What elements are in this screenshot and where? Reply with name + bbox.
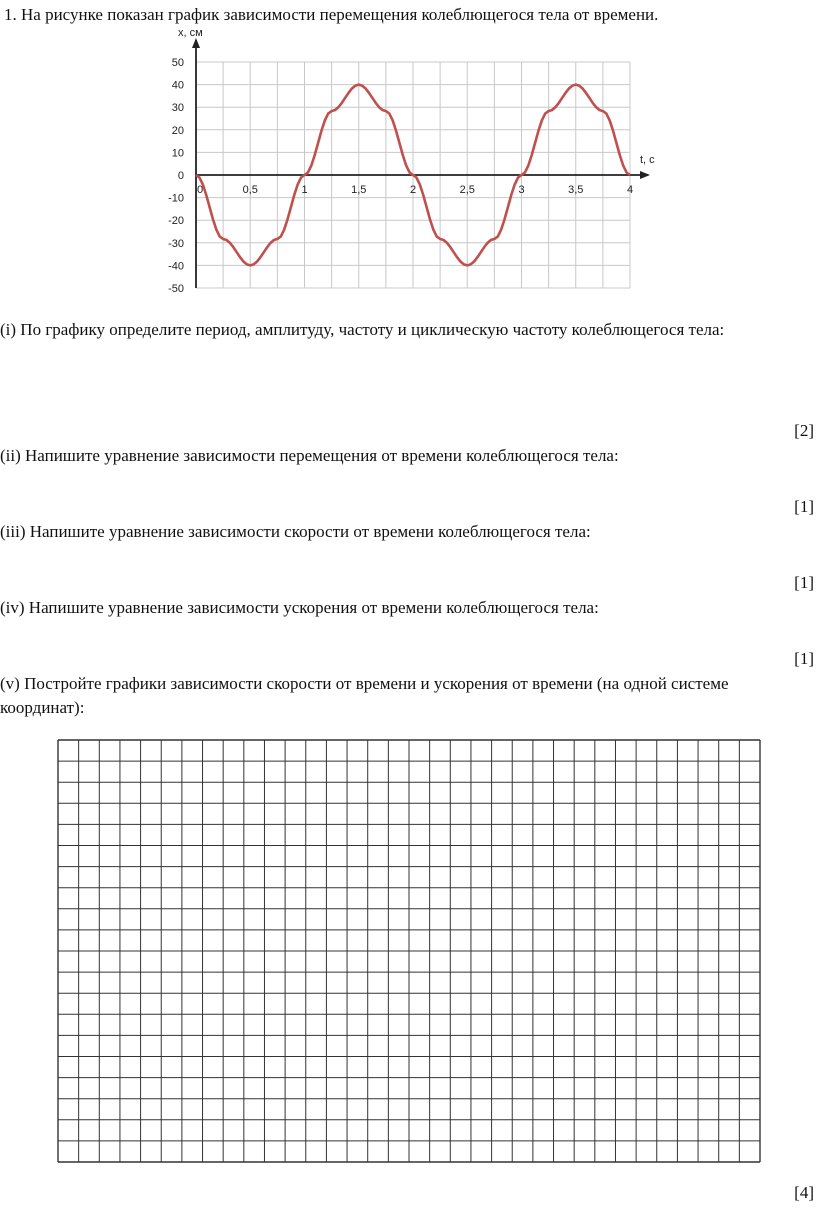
displacement-chart — [150, 20, 670, 295]
y-tick-label: 30 — [171, 102, 184, 115]
part-i-mark: [2] — [794, 421, 814, 440]
x-tick-label: 0,5 — [242, 184, 258, 196]
x-axis-label: t, с — [640, 154, 655, 166]
x-tick-label: 1 — [301, 184, 308, 196]
part-iv-text: (iv) Напишите уравнение зависимости ускорения от времени колеблющегося тела: — [0, 598, 599, 617]
part-i-text: (i) По графику определите период, амплитуду, частоту и циклическую частоту колеблющегося тела: — [0, 320, 725, 339]
y-tick-label: 10 — [171, 147, 184, 160]
part-iii-text: (iii) Напишите уравнение зависимости скорости от времени колеблющегося тела: — [0, 522, 591, 541]
x-tick-label: 3,5 — [568, 184, 584, 196]
y-tick-label: 50 — [171, 57, 184, 69]
y-tick-label: 40 — [171, 79, 184, 92]
part-ii-text: (ii) Напишите уравнение зависимости перемещения от времени колеблющегося тела: — [0, 446, 619, 465]
y-tick-label: -40 — [168, 260, 184, 273]
x-tick-label: 0 — [196, 184, 204, 196]
x-tick-label: 2,5 — [459, 184, 475, 196]
y-tick-label: -10 — [168, 192, 184, 205]
y-tick-label: 20 — [171, 124, 184, 137]
y-tick-labels — [168, 57, 184, 295]
chart-grid — [192, 38, 650, 288]
part-v-mark: [4] — [794, 1183, 814, 1202]
part-iii-mark: [1] — [794, 573, 814, 592]
x-tick-label: 2 — [409, 184, 417, 196]
x-tick-label: 3 — [518, 184, 525, 196]
x-tick-label: 1,5 — [351, 184, 367, 196]
question-title: 1. На рисунке показан график зависимости перемещения колеблющегося тела от времени. — [4, 5, 659, 24]
x-tick-labels — [197, 184, 633, 196]
part-ii-mark: [1] — [794, 497, 814, 516]
part-v-text-line2: координат): — [0, 698, 85, 717]
y-axis-arrow — [192, 38, 200, 48]
y-tick-label: 0 — [177, 170, 184, 182]
y-tick-label: -20 — [168, 215, 184, 228]
x-tick-label: 4 — [626, 184, 634, 196]
y-tick-label: -30 — [168, 237, 184, 250]
y-axis-label: x, см — [178, 27, 203, 39]
blank-graph-grid — [56, 738, 762, 1164]
part-iv-mark: [1] — [794, 649, 814, 668]
x-axis-arrow — [640, 171, 650, 179]
part-v-text-line1: (v) Постройте графики зависимости скорости от времени и ускорения от времени (на одной системе — [0, 674, 729, 693]
y-tick-label: -50 — [168, 283, 184, 295]
